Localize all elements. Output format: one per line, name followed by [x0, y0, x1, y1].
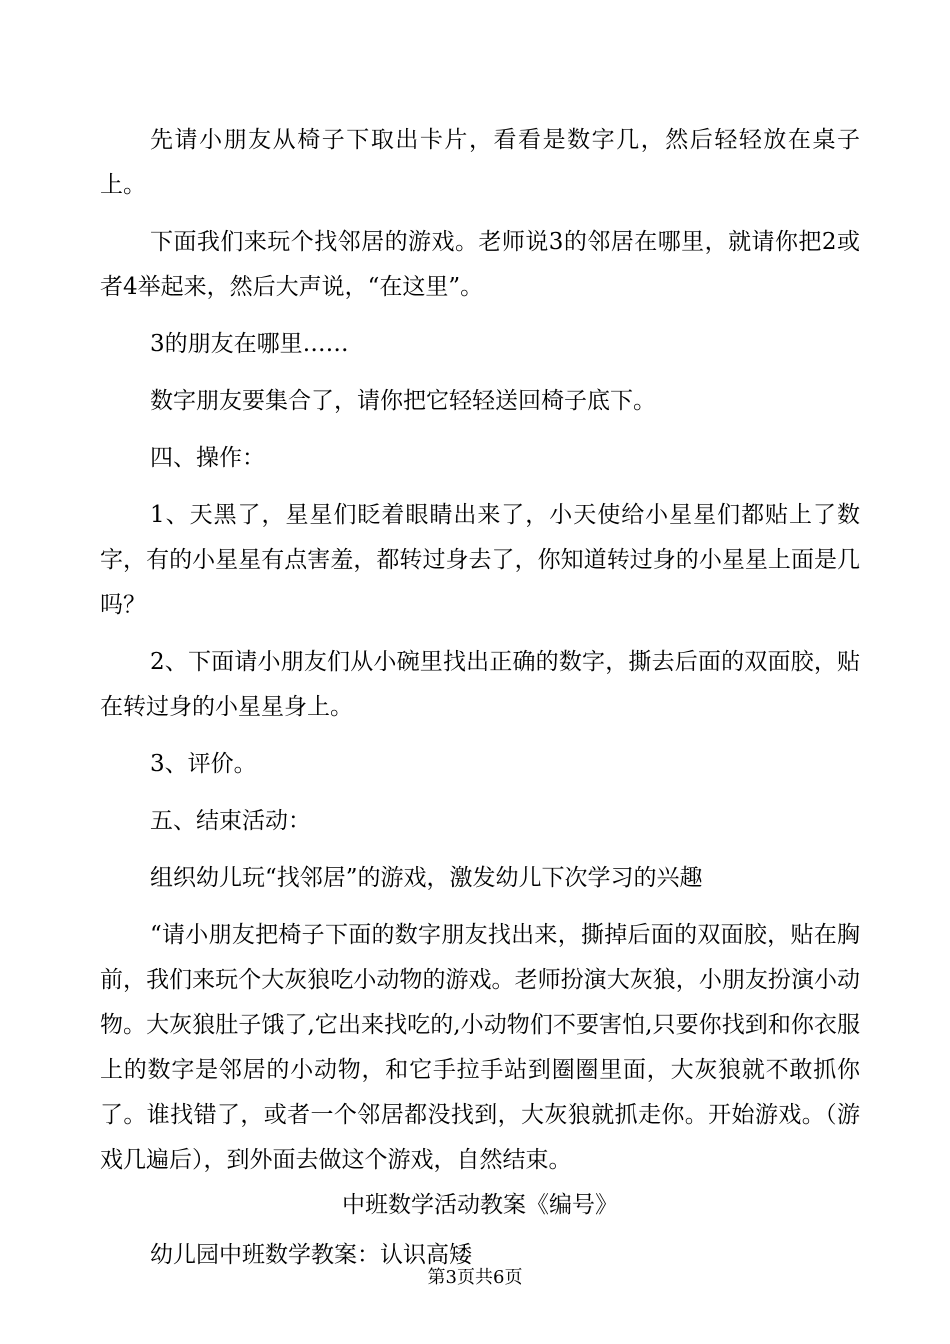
paragraph: 3的朋友在哪里…… [150, 331, 349, 357]
paragraph: 下面我们来玩个找邻居的游戏。老师说3的邻居在哪里，就请你把2或者4举起来，然后大声说，“在这里”。 [100, 229, 860, 300]
section-heading: 五、结束活动： [150, 808, 311, 834]
paragraph: 1、天黑了，星星们眨着眼睛出来了，小天使给小星星们都贴上了数字，有的小星星有点害羞，都转过身去了，你知道转过身的小星星上面是几吗？ [100, 502, 860, 618]
section-title: 中班数学活动教案《编号》 [342, 1192, 618, 1218]
section-heading: 四、操作： [150, 445, 265, 471]
paragraph: 组织幼儿玩“找邻居”的游戏，激发幼儿下次学习的兴趣 [150, 865, 703, 891]
page-number: 第3页共6页 [427, 1267, 523, 1288]
paragraph: 数字朋友要集合了，请你把它轻轻送回椅子底下。 [150, 388, 656, 414]
paragraph: 先请小朋友从椅子下取出卡片，看看是数字几，然后轻轻放在桌子上。 [100, 127, 860, 198]
paragraph: 3、评价。 [150, 751, 257, 777]
paragraph: “请小朋友把椅子下面的数字朋友找出来，撕掉后面的双面胶，贴在胸前，我们来玩个大灰狼吃小动物的游戏。老师扮演大灰狼，小朋友扮演小动物。大灰狼肚子饿了,它出来找吃的,小动物们不要害怕,只要你找到和你衣服上的数字是邻居的小动物，和它手拉手站到圈圈里面，大灰狼就不敢抓你了。谁找错了，或者一个邻居都没找到，大灰狼就抓走你。开始游戏。（游戏几遍后），到外面去做这个游戏，自然结束。 [100, 922, 860, 1173]
document-body [100, 118, 860, 1278]
paragraph: 2、下面请小朋友们从小碗里找出正确的数字，撕去后面的双面胶，贴在转过身的小星星身上。 [100, 649, 860, 720]
subtitle: 幼儿园中班数学教案：认识高矮 [150, 1242, 472, 1268]
